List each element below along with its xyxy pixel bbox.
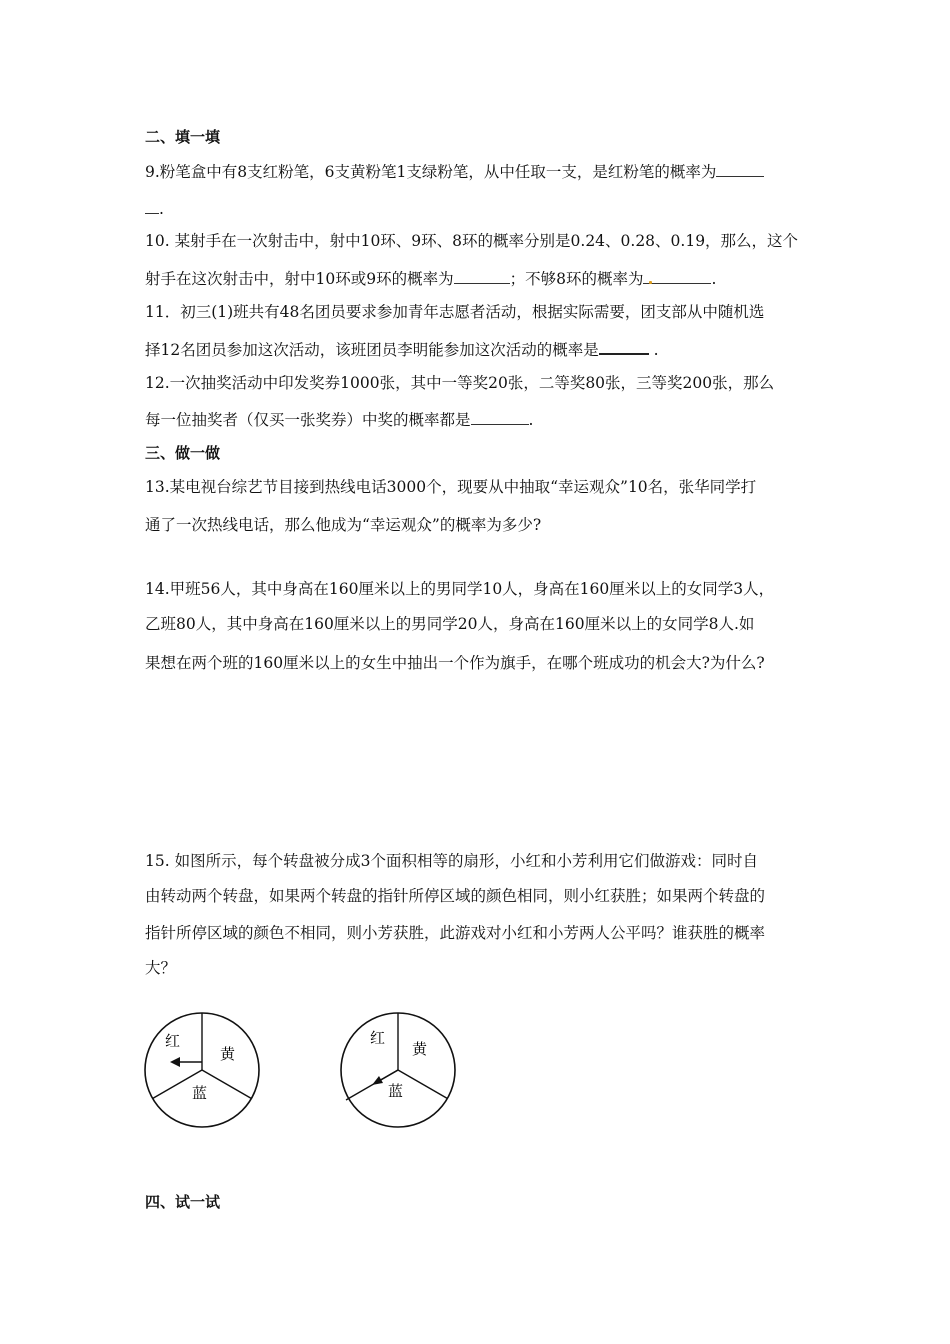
answer-blank[interactable]	[471, 410, 529, 425]
answer-blank[interactable]	[599, 339, 649, 355]
question-10-text-a: 射手在这次射击中，射中10环或9环的概率为	[145, 270, 454, 288]
question-10-text-b: ；不够8环的概率为	[509, 270, 644, 288]
question-10-end: .	[711, 270, 717, 288]
question-14-line-1: 14.甲班56人，其中身高在160厘米以上的男同学10人，身高在160厘米以上的女同学3人，	[145, 580, 775, 598]
question-9-line-2	[145, 199, 164, 219]
question-14-line-3: 果想在两个班的160厘米以上的女生中抽出一个作为旗手，在哪个班成功的机会大?为什么?	[145, 654, 765, 672]
question-15-line-2: 由转动两个转盘，如果两个转盘的指针所停区域的颜色相同，则小红获胜；如果两个转盘的	[145, 887, 766, 905]
section-heading-try: 四、试一试	[145, 1193, 221, 1211]
answer-blank[interactable]	[716, 162, 764, 177]
question-10-line-2	[145, 269, 716, 289]
question-12-line-2	[145, 410, 533, 430]
sector-label-blue: 蓝	[388, 1082, 404, 1100]
question-12-end: .	[528, 411, 534, 429]
answer-blank[interactable]	[145, 199, 159, 214]
question-9-end: .	[159, 200, 164, 218]
question-11-text-a: 择12名团员参加这次活动，该班团员李明能参加这次活动的概率是	[145, 341, 599, 359]
question-11-end: .	[648, 341, 659, 359]
question-13-line-1: 13.某电视台综艺节目接到热线电话3000个，现要从中抽取“幸运观众”10名，张华同学打	[145, 478, 757, 496]
sector-label-blue: 蓝	[192, 1084, 208, 1102]
sector-label-yellow: 黄	[412, 1040, 428, 1058]
question-12-line-1: 12.一次抽奖活动中印发奖券1000张，其中一等奖20张，二等奖80张，三等奖200张，那么	[145, 374, 775, 392]
spinner-wheel-2	[336, 1008, 460, 1132]
section-heading-do: 三、做一做	[145, 444, 221, 462]
section-heading-fill-in: 二、填一填	[145, 128, 221, 146]
answer-blank[interactable]	[643, 269, 711, 284]
question-15-line-1: 15. 如图所示，每个转盘被分成3个面积相等的扇形，小红和小芳利用它们做游戏：同时自	[145, 852, 758, 870]
question-12-text-a: 每一位抽奖者（仅买一张奖券）中奖的概率都是	[145, 411, 471, 429]
question-15-line-3: 指针所停区域的颜色不相同，则小芳获胜，此游戏对小红和小芳两人公平吗？谁获胜的概率	[145, 924, 766, 942]
question-10-line-1: 10. 某射手在一次射击中，射中10环、9环、8环的概率分别是0.24、0.28、0.19，那么，这个	[145, 232, 799, 250]
sector-label-red: 红	[370, 1029, 386, 1047]
answer-blank[interactable]	[454, 269, 510, 284]
question-13-line-2: 通了一次热线电话，那么他成为“幸运观众”的概率为多少?	[145, 516, 542, 534]
question-11-line-1: 11．初三(1)班共有48名团员要求参加青年志愿者活动，根据实际需要，团支部从中随机选	[145, 303, 765, 321]
question-11-line-2	[145, 339, 659, 360]
spinner-wheel-1	[140, 1008, 264, 1132]
question-15-line-4: 大？	[145, 959, 177, 977]
marker-dot	[649, 281, 652, 284]
question-9-line-1	[145, 162, 764, 182]
sector-label-yellow: 黄	[220, 1045, 236, 1063]
sector-label-red: 红	[165, 1032, 181, 1050]
question-14-line-2: 乙班80人，其中身高在160厘米以上的男同学20人，身高在160厘米以上的女同学8人.如	[145, 615, 755, 633]
question-9-text: 9.粉笔盒中有8支红粉笔，6支黄粉笔1支绿粉笔，从中任取一支，是红粉笔的概率为	[145, 163, 717, 181]
